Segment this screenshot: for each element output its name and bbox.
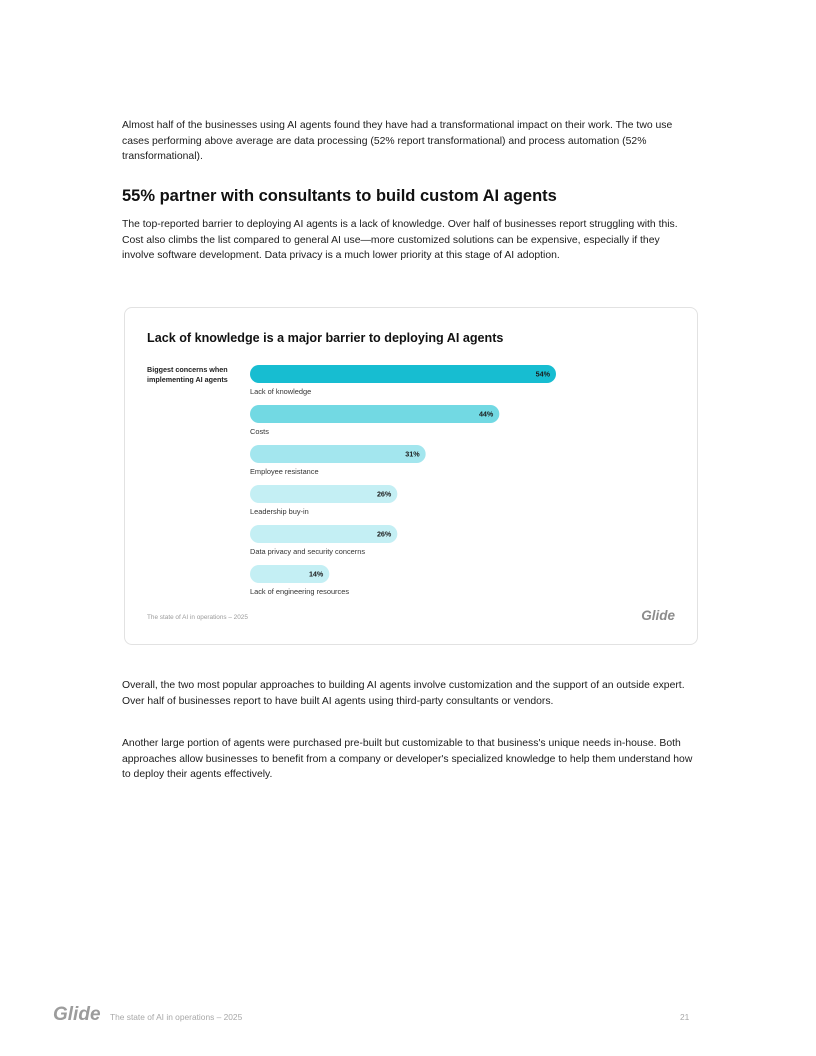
- category-label-1: Lack of knowledge: [250, 387, 312, 396]
- chart-card: [124, 307, 698, 645]
- bar-chart: [125, 308, 699, 646]
- category-label-2: Costs: [250, 427, 269, 436]
- bar-value-label-2: 44%: [478, 409, 494, 419]
- category-label-4: Leadership buy-in: [250, 507, 309, 516]
- bar-2: [250, 405, 499, 423]
- bar-1: [250, 365, 556, 383]
- section-heading: 55% partner with consultants to build custom AI agents: [122, 187, 557, 205]
- intro-paragraph: Almost half of the businesses using AI agents found they have had a transformational impact on their work. The two use cases performing above average are data processing (52% report transformational) and process automation (52% transformational).: [122, 120, 673, 163]
- footer-logo: Glide: [53, 1004, 101, 1025]
- bar-3: [250, 445, 426, 463]
- chart-title: Lack of knowledge is a major barrier to deploying AI agents: [147, 331, 504, 345]
- bar-value-label-1: 54%: [535, 369, 550, 379]
- barrier-paragraph: The top-reported barrier to deploying AI agents is a lack of knowledge. Over half of businesses report struggling with this. Cost also climbs the list compared to general AI use—more customized solutions can be expensive, especially if they involve software development. Data privacy is a much lower priority at this stage of AI adoption.: [122, 219, 678, 262]
- bar-value-label-6: 14%: [308, 569, 324, 579]
- chart-source: The state of AI in operations – 2025: [147, 614, 248, 621]
- bar-5: [250, 525, 397, 543]
- category-label-3: Employee resistance: [250, 467, 319, 476]
- footer-text: The state of AI in operations – 2025: [110, 1012, 243, 1022]
- category-label-6: Lack of engineering resources: [250, 587, 350, 596]
- chart-logo: Glide: [641, 608, 675, 623]
- chart-side-label: Biggest concerns when implementing AI agents: [147, 365, 228, 384]
- category-label-5: Data privacy and security concerns: [250, 547, 366, 556]
- bar-value-label-5: 26%: [376, 529, 392, 539]
- page-number: 21: [680, 1012, 690, 1022]
- another-paragraph: Another large portion of agents were purchased pre-built but customizable to that business's unique needs in-house. Both approaches allow businesses to benefit from a company or developer's specialized knowledge to help them understand how to deploy their agents effectively.: [122, 738, 693, 781]
- bar-value-label-4: 26%: [376, 489, 392, 499]
- overall-paragraph: Overall, the two most popular approaches to building AI agents involve customization and the support of an outside expert. Over half of businesses report to have built AI agents using third-party consultants or vendors.: [122, 680, 685, 707]
- bar-value-label-3: 31%: [405, 449, 420, 459]
- bar-4: [250, 485, 397, 503]
